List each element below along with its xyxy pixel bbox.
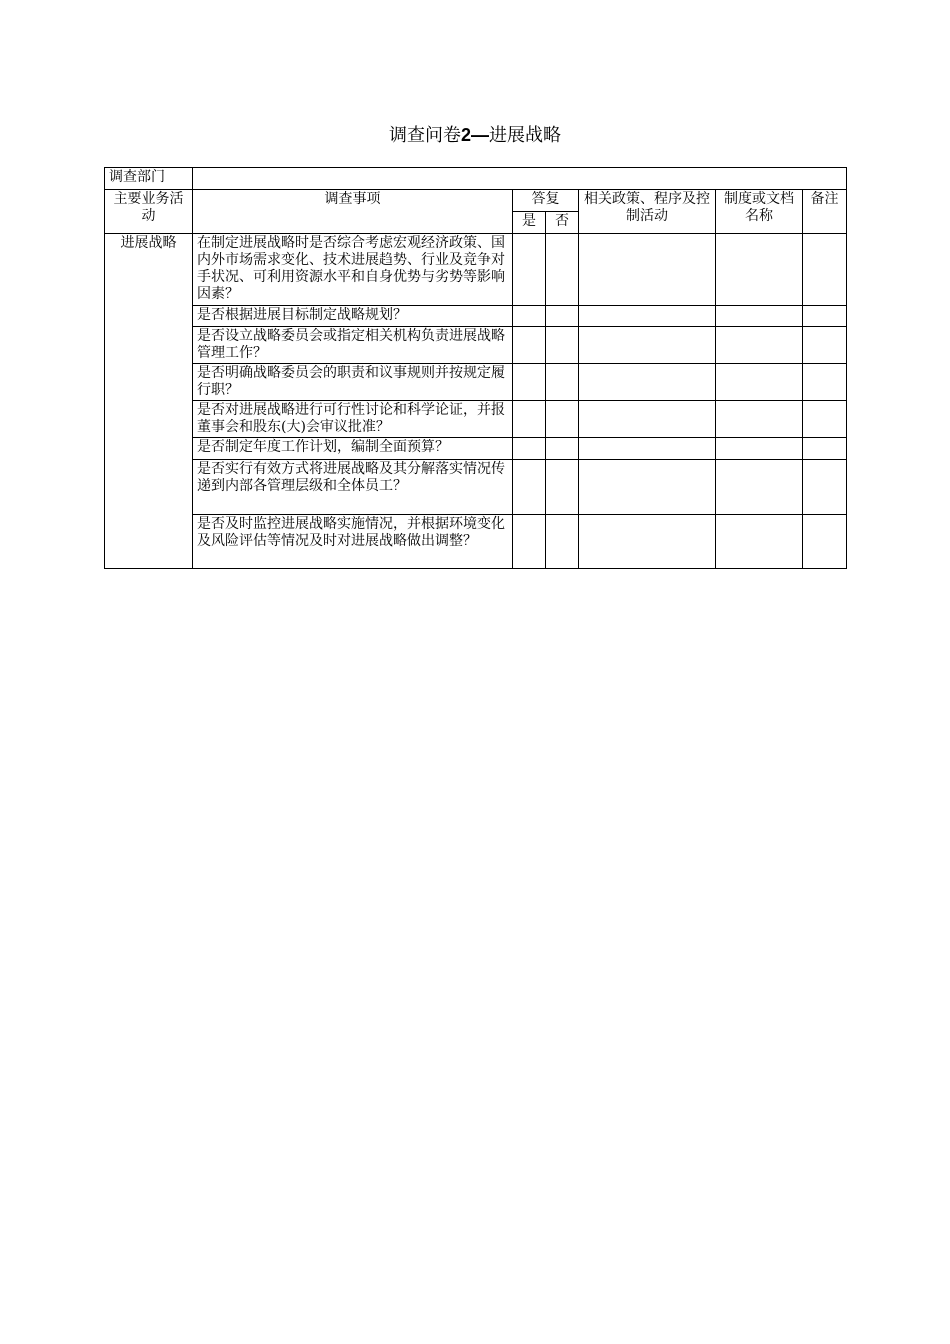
no-cell[interactable]: [546, 515, 579, 569]
yes-cell[interactable]: [513, 460, 546, 515]
remark-cell[interactable]: [803, 234, 847, 306]
no-cell[interactable]: [546, 438, 579, 460]
yes-cell[interactable]: [513, 438, 546, 460]
no-cell[interactable]: [546, 327, 579, 364]
remark-cell[interactable]: [803, 306, 847, 327]
survey-item: 在制定进展战略时是否综合考虑宏观经济政策、国内外市场需求变化、技术进展趋势、行业及竞争对手状况、可利用资源水平和自身优势与劣势等影响因素？: [193, 234, 513, 306]
no-cell[interactable]: [546, 306, 579, 327]
yes-cell[interactable]: [513, 234, 546, 306]
survey-item: 是否设立战略委员会或指定相关机构负责进展战略管理工作？: [193, 327, 513, 364]
title-prefix: 调查问卷: [388, 125, 461, 146]
doc-cell[interactable]: [716, 438, 803, 460]
survey-item: 是否明确战略委员会的职责和议事规则并按规定履行职？: [193, 364, 513, 401]
policy-cell[interactable]: [579, 438, 716, 460]
header-no: 否: [546, 212, 579, 234]
policy-cell[interactable]: [579, 327, 716, 364]
survey-item: 是否对进展战略进行可行性讨论和科学论证，并报董事会和股东(大)会审议批准？: [193, 401, 513, 438]
remark-cell[interactable]: [803, 460, 847, 515]
policy-cell[interactable]: [579, 306, 716, 327]
remark-cell[interactable]: [803, 515, 847, 569]
title-number: 2—: [460, 125, 489, 145]
doc-cell[interactable]: [716, 327, 803, 364]
policy-cell[interactable]: [579, 515, 716, 569]
header-policy: 相关政策、程序及控制活动: [579, 190, 716, 234]
survey-item: 是否根据进展目标制定战略规划？: [193, 306, 513, 327]
doc-cell[interactable]: [716, 234, 803, 306]
policy-cell[interactable]: [579, 234, 716, 306]
doc-cell[interactable]: [716, 460, 803, 515]
remark-cell[interactable]: [803, 438, 847, 460]
policy-cell[interactable]: [579, 460, 716, 515]
remark-cell[interactable]: [803, 401, 847, 438]
remark-cell[interactable]: [803, 327, 847, 364]
header-doc: 制度或文档名称: [716, 190, 803, 234]
doc-cell[interactable]: [716, 515, 803, 569]
yes-cell[interactable]: [513, 306, 546, 327]
doc-cell[interactable]: [716, 401, 803, 438]
yes-cell[interactable]: [513, 327, 546, 364]
yes-cell[interactable]: [513, 364, 546, 401]
policy-cell[interactable]: [579, 401, 716, 438]
dept-value: [193, 168, 847, 190]
doc-cell[interactable]: [716, 306, 803, 327]
header-yes: 是: [513, 212, 546, 234]
no-cell[interactable]: [546, 460, 579, 515]
yes-cell[interactable]: [513, 401, 546, 438]
no-cell[interactable]: [546, 364, 579, 401]
header-activity: 主要业务活动: [105, 190, 193, 234]
header-answer: 答复: [513, 190, 579, 212]
dept-label: 调查部门: [105, 168, 193, 190]
page-title: [0, 124, 950, 147]
title-suffix: 进展战略: [489, 125, 561, 146]
survey-item: 是否实行有效方式将进展战略及其分解落实情况传递到内部各管理层级和全体员工？: [193, 460, 513, 515]
survey-item: 是否及时监控进展战略实施情况，并根据环境变化及风险评估等情况及时对进展战略做出调整？: [193, 515, 513, 569]
header-item: 调查事项: [193, 190, 513, 234]
activity-cell: 进展战略: [105, 234, 193, 569]
no-cell[interactable]: [546, 401, 579, 438]
no-cell[interactable]: [546, 234, 579, 306]
survey-table: [104, 167, 847, 569]
remark-cell[interactable]: [803, 364, 847, 401]
header-remark: 备注: [803, 190, 847, 234]
survey-item: 是否制定年度工作计划，编制全面预算？: [193, 438, 513, 460]
policy-cell[interactable]: [579, 364, 716, 401]
doc-cell[interactable]: [716, 364, 803, 401]
yes-cell[interactable]: [513, 515, 546, 569]
